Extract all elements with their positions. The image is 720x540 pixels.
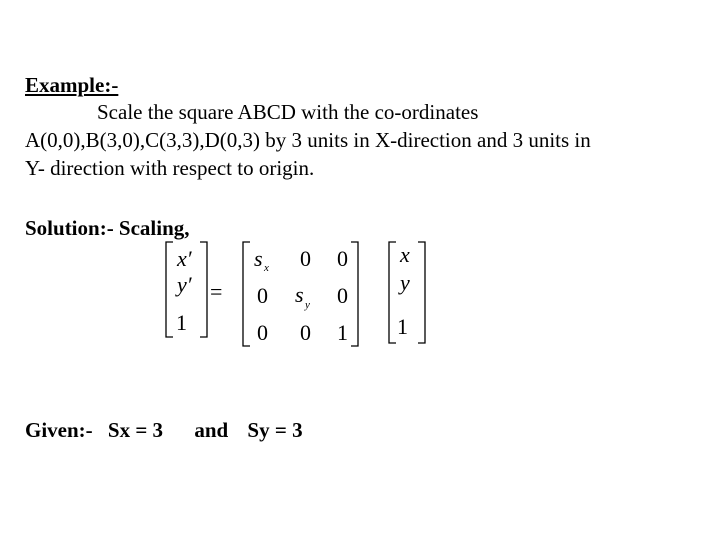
matrix-cell-0-2: 0: [337, 246, 348, 271]
matrix-cell-0-1: 0: [300, 246, 311, 271]
matrix-cell-1-1: s: [295, 282, 304, 307]
matrix-cell-0-0: s: [254, 246, 263, 271]
equals-sign: =: [210, 279, 223, 304]
scaling-matrix-equation: [160, 236, 440, 350]
problem-statement: [25, 98, 695, 182]
matrix-cell-2-0: 0: [257, 320, 268, 345]
given-line: [25, 418, 303, 443]
given-label: Given:-: [25, 418, 93, 442]
rhs-bracket-left: [389, 242, 396, 343]
subscript-x: x: [264, 262, 269, 274]
solution-label: Solution:- Scaling,: [25, 216, 190, 240]
problem-line-2: A(0,0),B(3,0),C(3,3),D(0,3) by 3 units in X-direction and 3 units in: [25, 128, 591, 152]
matrix-bracket-left: [243, 242, 250, 346]
lhs-y-prime: y′: [177, 272, 192, 297]
lhs-bracket-right: [200, 242, 207, 337]
given-sy: Sy = 3: [247, 418, 303, 442]
matrix-bracket-right: [351, 242, 358, 346]
rhs-y: y: [400, 270, 410, 295]
rhs-x: x: [400, 242, 410, 267]
given-and: and: [194, 418, 229, 442]
lhs-x-prime: x′: [177, 246, 192, 271]
problem-line-1: Scale the square ABCD with the co-ordinates: [97, 100, 479, 124]
matrix-cell-2-1: 0: [300, 320, 311, 345]
lhs-bracket-left: [166, 242, 173, 337]
rhs-bracket-right: [418, 242, 425, 343]
given-sx: Sx = 3: [107, 418, 164, 442]
problem-line-3: Y- direction with respect to origin.: [25, 156, 315, 180]
matrix-cell-1-0: 0: [257, 283, 268, 308]
matrix-cell-1-2: 0: [337, 283, 348, 308]
lhs-one: 1: [176, 310, 187, 335]
rhs-one: 1: [397, 314, 408, 339]
matrix-cell-2-2: 1: [337, 320, 348, 345]
example-heading: Example:-: [25, 73, 119, 97]
subscript-y: y: [305, 299, 310, 311]
